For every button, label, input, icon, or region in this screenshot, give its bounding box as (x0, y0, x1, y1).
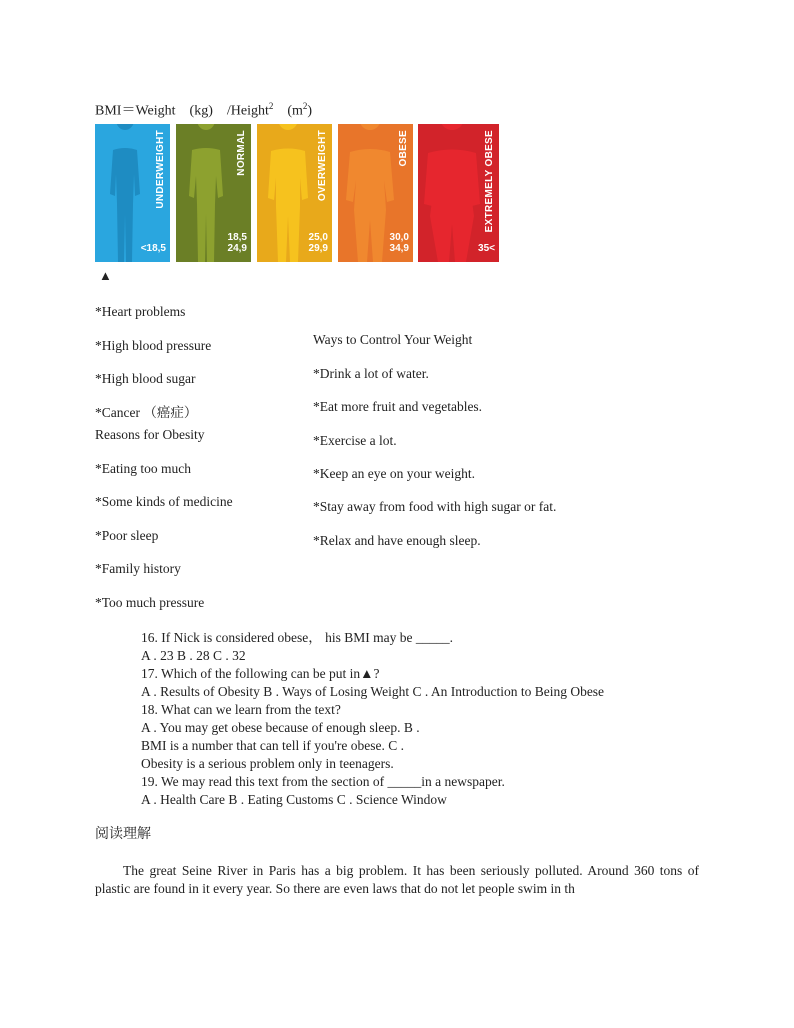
category-range: 18,5 24,9 (227, 232, 247, 254)
category-range: 30,0 34,9 (389, 232, 409, 254)
question-19: 19. We may read this text from the section of _____in a newspaper. (141, 774, 505, 789)
category-label: OBESE (398, 130, 409, 167)
question-19-options: A . Health Care B . Eating Customs C . Science Window (141, 792, 447, 807)
body-silhouette-icon (418, 124, 486, 262)
category-label: UNDERWEIGHT (155, 130, 166, 209)
list-item: *Exercise a lot. (313, 433, 397, 448)
question-18-option-c: Obesity is a serious problem only in teenagers. (141, 756, 394, 771)
category-label: EXTREMELY OBESE (484, 130, 495, 233)
list-item: *Heart problems (95, 304, 186, 319)
list-heading: Ways to Control Your Weight (313, 332, 473, 347)
list-item: *Eat more fruit and vegetables. (313, 399, 483, 414)
category-label: OVERWEIGHT (317, 130, 328, 202)
body-silhouette-icon (95, 124, 155, 262)
reading-passage: The great Seine River in Paris has a big problem. It has been seriously polluted. Around 360 tons of plastic are found in it every year. So there are even laws that do not let people swim in th (95, 863, 699, 896)
category-range: 35< (478, 243, 495, 254)
triangle-marker: ▲ (99, 268, 112, 283)
formula-text: BMI＝Weight (kg) /Height (95, 103, 269, 119)
list-item: *Keep an eye on your weight. (313, 466, 475, 481)
bmi-chart (95, 124, 499, 262)
bmi-bar-extremely-obese (418, 124, 499, 262)
bmi-bar-normal (176, 124, 251, 262)
question-17: 17. Which of the following can be put in▲? (141, 666, 380, 681)
question-18-option-a: A . You may get obese because of enough sleep. B . (141, 720, 420, 735)
category-range: <18,5 (140, 243, 166, 254)
list-item: *Stay away from food with high sugar or fat. (313, 499, 557, 514)
list-heading: Reasons for Obesity (95, 427, 205, 442)
list-item: *Too much pressure (95, 595, 205, 610)
formula-unit-close: ) (307, 103, 313, 119)
bmi-bar-obese (338, 124, 413, 262)
list-item: *Some kinds of medicine (95, 494, 233, 509)
formula-unit-exponent: 2 (302, 101, 308, 111)
list-item: *Poor sleep (95, 528, 159, 543)
list-item: *Cancer （癌症） (95, 405, 198, 420)
question-16: 16. If Nick is considered obese， his BMI may be _____. (141, 630, 453, 645)
category-label: NORMAL (236, 130, 247, 176)
list-item: *Family history (95, 561, 181, 576)
question-18-option-b: BMI is a number that can tell if you're obese. C . (141, 738, 404, 753)
bmi-bar-overweight (257, 124, 332, 262)
bmi-formula (95, 98, 312, 120)
formula-exponent: 2 (268, 101, 274, 111)
question-17-options: A . Results of Obesity B . Ways of Losing Weight C . An Introduction to Being Obese (141, 684, 605, 699)
list-item: *Relax and have enough sleep. (313, 533, 481, 548)
bmi-bar-underweight (95, 124, 170, 262)
list-item: *High blood sugar (95, 371, 196, 386)
question-18: 18. What can we learn from the text? (141, 702, 341, 717)
formula-unit: (m (273, 103, 303, 119)
category-range: 25,0 29,9 (308, 232, 328, 254)
section-title: 阅读理解 (95, 827, 151, 842)
question-16-options: A . 23 B . 28 C . 32 (141, 648, 246, 663)
list-item: *Drink a lot of water. (313, 366, 429, 381)
list-item: *Eating too much (95, 461, 191, 476)
list-item: *High blood pressure (95, 338, 212, 353)
